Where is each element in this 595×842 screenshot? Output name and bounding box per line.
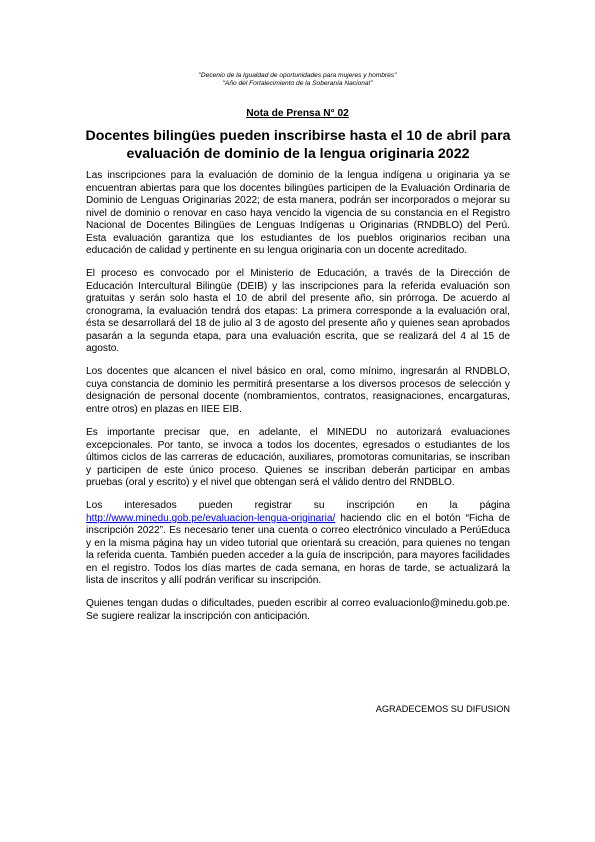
paragraph-4: Es importante precisar que, en adelante, el MINEDU no autorizará evaluaciones excepcionales. Por tanto, se invoca a todos los docentes, egresados o estudiantes de los últimos ciclos de las carreras de educación, auxiliares, promotoras comunitarias, se inscriban y participen de este único proceso. Quienes se inscriban deberán participar en ambas pruebas (oral y escrito) y el nivel que obtengan será el válido dentro del RNDBLO.	[86, 427, 510, 489]
header-quotes	[0, 72, 595, 88]
paragraph-2: El proceso es convocado por el Ministerio de Educación, a través de la Dirección de Educación Intercultural Bilingüe (DEIB) y las inscripciones para la referida evaluación son gratuitas y serán solo hasta el 10 de abril del presente año, sin prórroga. De acuerdo al cronograma, la evaluación tendrá dos etapas: La primera corresponde a la evaluación oral, ésta se desarrollará del 18 de julio al 3 de agosto del presente año y quienes sean aprobados pasarán a la segunda etapa, para una evaluación escrita, que se realizará del 4 al 15 de agosto.	[86, 268, 510, 355]
document-body	[86, 170, 510, 634]
paragraph-5-rest: haciendo clic en el botón “Ficha de inscripción 2022”. Es necesario tener una cuenta o correo electrónico vinculado a PerúEduca y en la misma página hay un video tutorial que orientará su creación, para quienes no tengan la referida cuenta. También pueden acceder a la guía de inscripción, para mayores facilidades en el registro. Todos los días martes de cada semana, en horas de tarde, se actualizará la lista de inscritos y allí podrán verificar su inscripción.	[86, 512, 510, 587]
paragraph-1: Las inscripciones para la evaluación de dominio de la lengua indígena u originaria ya se encuentran abiertas para que los docentes bilingües participen de la Evaluación Ordinaria de Dominio de Lenguas Originarias 2022; de esta manera, podrán ser incorporados o mejorar su nivel de dominio o renovar en caso haya vencido la vigencia de su constancia en el Registro Nacional de Docentes Bilingües de Lenguas Indígenas u Originarias (RNDBLO) del Perú. Esta evaluación garantiza que los estudiantes de los pueblos originarios reciban una educación de calidad y pertinente en su lengua originaria con un docente acreditado.	[86, 170, 510, 256]
paragraph-6: Quienes tengan dudas o dificultades, pueden escribir al correo evaluacionlo@minedu.gob.pe. Se sugiere realizar la inscripción con anticipación.	[86, 598, 510, 622]
paragraph-3: Los docentes que alcancen el nivel básico en oral, como mínimo, ingresarán al RNDBLO, cuya constancia de dominio les permitirá presentarse a los diversos procesos de selección y designación de personal docente (nombramientos, contratos, reasignaciones, encargaturas, entre otros) en plazas en IIEE EIB.	[86, 366, 510, 415]
paragraph-5	[86, 500, 510, 588]
closing-note: AGRADECEMOS SU DIFUSION	[375, 704, 510, 714]
document-title: Docentes bilingües pueden inscribirse hasta el 10 de abril para evaluación de dominio de la lengua originaria 2022	[85, 128, 511, 162]
header-line-decenio: "Decenio de la Igualdad de oportunidades para mujeres y hombres"	[198, 72, 397, 79]
header-line-anio: "Año del Fortalecimiento de la Soberanía Nacional"	[222, 80, 373, 88]
press-note-number: Nota de Prensa N° 02	[246, 108, 349, 119]
paragraph-5-intro: Los interesados pueden registrar su inscripción en la página	[86, 500, 510, 512]
registration-link[interactable]: http://www.minedu.gob.pe/evaluacion-lengua-originaria/	[86, 512, 336, 524]
